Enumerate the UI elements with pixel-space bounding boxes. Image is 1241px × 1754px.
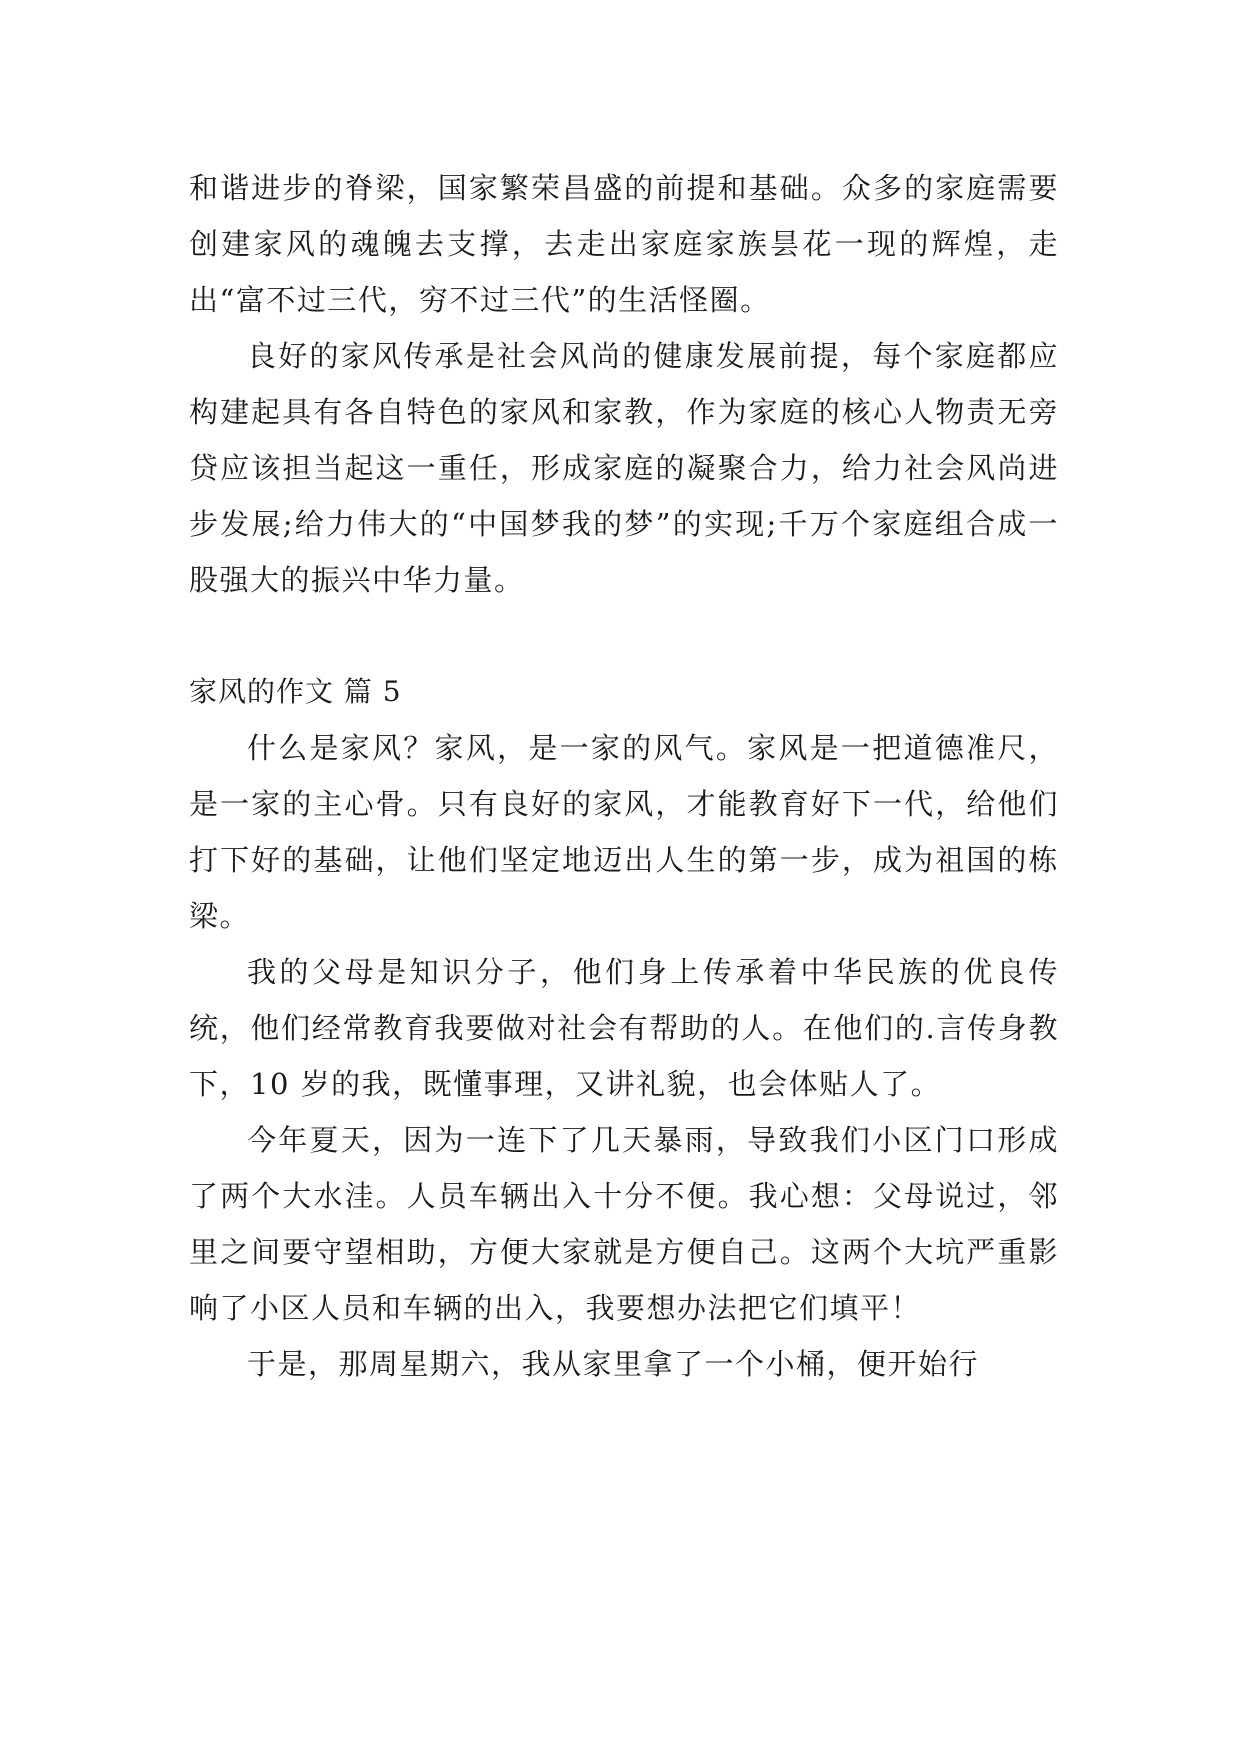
paragraph-6: 于是，那周星期六，我从家里拿了一个小桶，便开始行 [247, 1347, 980, 1381]
paragraph-1: 和谐进步的脊梁，国家繁荣昌盛的前提和基础。众多的家庭需要创建家风的魂魄去支撑，去走出家庭家族昙花一现的辉煌，走出“富不过三代，穷不过三代”的生活怪圈。 [189, 171, 1059, 317]
paragraph-2: 良好的家风传承是社会风尚的健康发展前提，每个家庭都应构建起具有各自特色的家风和家教，作为家庭的核心人物责无旁贷应该担当起这一重任，形成家庭的凝聚合力，给力社会风尚进步发展;给力伟大的“中国梦我的梦”的实现;千万个家庭组合成一股强大的振兴中华力量。 [189, 339, 1059, 597]
paragraph-4: 我的父母是知识分子，他们身上传承着中华民族的优良传统，他们经常教育我要做对社会有帮助的人。在他们的.言传身教下，10 岁的我，既懂事理，又讲礼貌，也会体贴人了。 [189, 955, 1059, 1101]
paragraph-3: 什么是家风？家风，是一家的风气。家风是一把道德准尺，是一家的主心骨。只有良好的家风，才能教育好下一代，给他们打下好的基础，让他们坚定地迈出人生的第一步，成为祖国的栋梁。 [189, 731, 1059, 933]
document-body [189, 160, 1059, 1392]
section-heading: 家风的作文 篇 5 [189, 675, 402, 708]
paragraph-5: 今年夏天，因为一连下了几天暴雨，导致我们小区门口形成了两个大水洼。人员车辆出入十分不便。我心想：父母说过，邻里之间要守望相助，方便大家就是方便自己。这两个大坑严重影响了小区人员和车辆的出入，我要想办法把它们填平！ [189, 1123, 1059, 1325]
